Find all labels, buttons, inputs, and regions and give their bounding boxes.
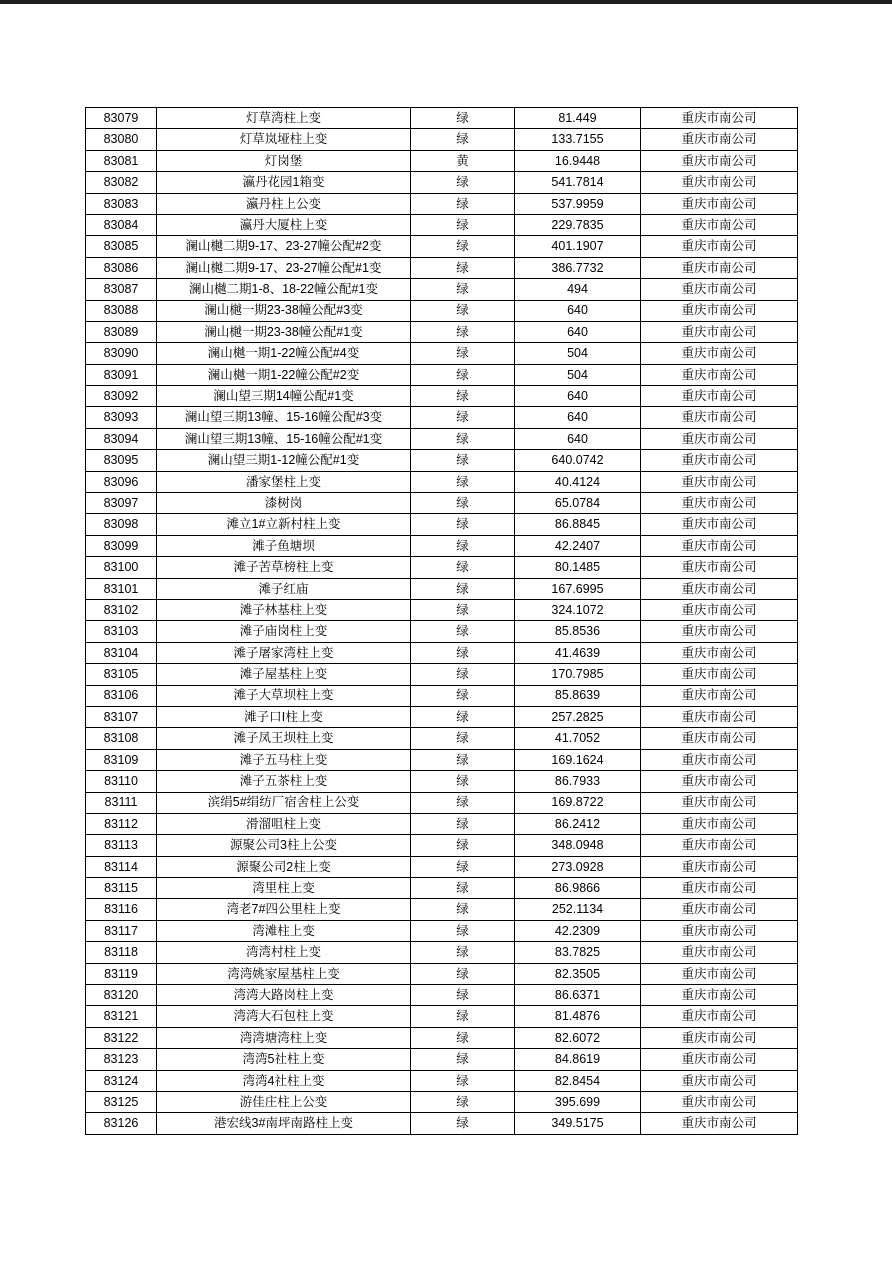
cell-status-color: 绿 — [411, 428, 515, 449]
cell-status-color: 黄 — [411, 150, 515, 171]
cell-company: 重庆市南公司 — [641, 428, 798, 449]
cell-status-color: 绿 — [411, 535, 515, 556]
cell-company: 重庆市南公司 — [641, 279, 798, 300]
cell-company: 重庆市南公司 — [641, 664, 798, 685]
table-row — [86, 471, 798, 492]
cell-id: 83083 — [86, 193, 157, 214]
cell-company: 重庆市南公司 — [641, 471, 798, 492]
cell-value: 494 — [515, 279, 641, 300]
cell-value: 504 — [515, 364, 641, 385]
cell-status-color: 绿 — [411, 1027, 515, 1048]
cell-company: 重庆市南公司 — [641, 300, 798, 321]
cell-company: 重庆市南公司 — [641, 236, 798, 257]
cell-value: 229.7835 — [515, 214, 641, 235]
cell-company: 重庆市南公司 — [641, 493, 798, 514]
table-row — [86, 985, 798, 1006]
cell-id: 83119 — [86, 963, 157, 984]
table-row — [86, 621, 798, 642]
cell-company: 重庆市南公司 — [641, 878, 798, 899]
table-row — [86, 300, 798, 321]
cell-name: 湾里柱上变 — [157, 878, 411, 899]
cell-value: 167.6995 — [515, 578, 641, 599]
cell-status-color: 绿 — [411, 1113, 515, 1134]
cell-name: 澜山樾一期1-22幢公配#2变 — [157, 364, 411, 385]
cell-id: 83081 — [86, 150, 157, 171]
cell-id: 83111 — [86, 792, 157, 813]
cell-value: 83.7825 — [515, 942, 641, 963]
cell-id: 83101 — [86, 578, 157, 599]
cell-value: 81.449 — [515, 108, 641, 129]
cell-name: 滩子大草坝柱上变 — [157, 685, 411, 706]
cell-id: 83105 — [86, 664, 157, 685]
cell-company: 重庆市南公司 — [641, 771, 798, 792]
cell-id: 83079 — [86, 108, 157, 129]
cell-name: 湾老7#四公里柱上变 — [157, 899, 411, 920]
table-row — [86, 150, 798, 171]
table-row — [86, 1027, 798, 1048]
table-row — [86, 920, 798, 941]
cell-status-color: 绿 — [411, 214, 515, 235]
cell-name: 滩子庙岗柱上变 — [157, 621, 411, 642]
table-row — [86, 386, 798, 407]
table-row — [86, 214, 798, 235]
cell-value: 386.7732 — [515, 257, 641, 278]
cell-company: 重庆市南公司 — [641, 749, 798, 770]
cell-id: 83094 — [86, 428, 157, 449]
table-row — [86, 1091, 798, 1112]
cell-status-color: 绿 — [411, 407, 515, 428]
cell-id: 83120 — [86, 985, 157, 1006]
table-row — [86, 407, 798, 428]
cell-status-color: 绿 — [411, 599, 515, 620]
cell-status-color: 绿 — [411, 578, 515, 599]
cell-id: 83106 — [86, 685, 157, 706]
cell-id: 83100 — [86, 557, 157, 578]
cell-id: 83086 — [86, 257, 157, 278]
cell-status-color: 绿 — [411, 300, 515, 321]
cell-value: 82.6072 — [515, 1027, 641, 1048]
cell-name: 澜山樾一期23-38幢公配#1变 — [157, 321, 411, 342]
cell-company: 重庆市南公司 — [641, 813, 798, 834]
cell-id: 83114 — [86, 856, 157, 877]
cell-value: 640.0742 — [515, 450, 641, 471]
table-row — [86, 557, 798, 578]
cell-id: 83109 — [86, 749, 157, 770]
cell-status-color: 绿 — [411, 1091, 515, 1112]
table-row — [86, 1113, 798, 1134]
cell-id: 83123 — [86, 1049, 157, 1070]
cell-id: 83091 — [86, 364, 157, 385]
table-row — [86, 942, 798, 963]
cell-value: 86.6371 — [515, 985, 641, 1006]
cell-company: 重庆市南公司 — [641, 1070, 798, 1091]
table-row — [86, 514, 798, 535]
table-row — [86, 321, 798, 342]
cell-id: 83126 — [86, 1113, 157, 1134]
cell-id: 83117 — [86, 920, 157, 941]
table-row — [86, 963, 798, 984]
cell-company: 重庆市南公司 — [641, 685, 798, 706]
table-row — [86, 706, 798, 727]
cell-status-color: 绿 — [411, 364, 515, 385]
cell-value: 401.1907 — [515, 236, 641, 257]
cell-company: 重庆市南公司 — [641, 1027, 798, 1048]
cell-value: 640 — [515, 428, 641, 449]
cell-status-color: 绿 — [411, 1006, 515, 1027]
cell-name: 湾湾村柱上变 — [157, 942, 411, 963]
cell-name: 湾湾4社柱上变 — [157, 1070, 411, 1091]
cell-company: 重庆市南公司 — [641, 557, 798, 578]
cell-name: 滩子红庙 — [157, 578, 411, 599]
table-body — [86, 108, 798, 1135]
cell-status-color: 绿 — [411, 1070, 515, 1091]
cell-value: 541.7814 — [515, 172, 641, 193]
cell-status-color: 绿 — [411, 172, 515, 193]
cell-value: 257.2825 — [515, 706, 641, 727]
table-row — [86, 642, 798, 663]
cell-id: 83124 — [86, 1070, 157, 1091]
cell-company: 重庆市南公司 — [641, 642, 798, 663]
cell-company: 重庆市南公司 — [641, 792, 798, 813]
cell-status-color: 绿 — [411, 108, 515, 129]
table-row — [86, 835, 798, 856]
cell-company: 重庆市南公司 — [641, 257, 798, 278]
cell-status-color: 绿 — [411, 493, 515, 514]
cell-value: 348.0948 — [515, 835, 641, 856]
table-row — [86, 428, 798, 449]
cell-name: 滩子苦草榜柱上变 — [157, 557, 411, 578]
cell-value: 86.9866 — [515, 878, 641, 899]
cell-company: 重庆市南公司 — [641, 535, 798, 556]
cell-status-color: 绿 — [411, 193, 515, 214]
cell-name: 灯草湾柱上变 — [157, 108, 411, 129]
table-row — [86, 771, 798, 792]
cell-name: 澜山樾二期9-17、23-27幢公配#2变 — [157, 236, 411, 257]
cell-value: 504 — [515, 343, 641, 364]
cell-value: 169.1624 — [515, 749, 641, 770]
cell-value: 324.1072 — [515, 599, 641, 620]
cell-value: 81.4876 — [515, 1006, 641, 1027]
cell-id: 83125 — [86, 1091, 157, 1112]
table-row — [86, 236, 798, 257]
cell-status-color: 绿 — [411, 685, 515, 706]
table-row — [86, 279, 798, 300]
cell-company: 重庆市南公司 — [641, 193, 798, 214]
cell-name: 滩子屋基柱上变 — [157, 664, 411, 685]
cell-id: 83108 — [86, 728, 157, 749]
cell-status-color: 绿 — [411, 706, 515, 727]
cell-value: 86.8845 — [515, 514, 641, 535]
cell-status-color: 绿 — [411, 664, 515, 685]
cell-value: 42.2309 — [515, 920, 641, 941]
cell-status-color: 绿 — [411, 129, 515, 150]
table-row — [86, 685, 798, 706]
cell-name: 澜山望三期13幢、15-16幢公配#3变 — [157, 407, 411, 428]
cell-name: 湾湾大路岗柱上变 — [157, 985, 411, 1006]
cell-status-color: 绿 — [411, 899, 515, 920]
cell-status-color: 绿 — [411, 236, 515, 257]
cell-value: 41.7052 — [515, 728, 641, 749]
cell-value: 85.8639 — [515, 685, 641, 706]
cell-status-color: 绿 — [411, 878, 515, 899]
cell-id: 83090 — [86, 343, 157, 364]
cell-status-color: 绿 — [411, 450, 515, 471]
table-row — [86, 364, 798, 385]
cell-status-color: 绿 — [411, 1049, 515, 1070]
cell-value: 640 — [515, 407, 641, 428]
cell-company: 重庆市南公司 — [641, 728, 798, 749]
cell-name: 滩子屠家湾柱上变 — [157, 642, 411, 663]
cell-name: 湾湾塘湾柱上变 — [157, 1027, 411, 1048]
cell-name: 澜山望三期14幢公配#1变 — [157, 386, 411, 407]
cell-value: 349.5175 — [515, 1113, 641, 1134]
cell-status-color: 绿 — [411, 920, 515, 941]
cell-id: 83082 — [86, 172, 157, 193]
cell-id: 83097 — [86, 493, 157, 514]
cell-company: 重庆市南公司 — [641, 963, 798, 984]
cell-name: 湾湾姚家屋基柱上变 — [157, 963, 411, 984]
cell-name: 湾湾大石包柱上变 — [157, 1006, 411, 1027]
cell-status-color: 绿 — [411, 942, 515, 963]
cell-status-color: 绿 — [411, 771, 515, 792]
cell-company: 重庆市南公司 — [641, 599, 798, 620]
cell-company: 重庆市南公司 — [641, 150, 798, 171]
cell-company: 重庆市南公司 — [641, 1049, 798, 1070]
cell-company: 重庆市南公司 — [641, 450, 798, 471]
cell-id: 83115 — [86, 878, 157, 899]
cell-value: 273.0928 — [515, 856, 641, 877]
cell-id: 83098 — [86, 514, 157, 535]
cell-id: 83099 — [86, 535, 157, 556]
cell-id: 83102 — [86, 599, 157, 620]
cell-name: 源聚公司3柱上公变 — [157, 835, 411, 856]
cell-name: 灯岗堡 — [157, 150, 411, 171]
cell-value: 86.7933 — [515, 771, 641, 792]
table-row — [86, 493, 798, 514]
cell-id: 83112 — [86, 813, 157, 834]
cell-value: 41.4639 — [515, 642, 641, 663]
cell-value: 42.2407 — [515, 535, 641, 556]
cell-company: 重庆市南公司 — [641, 407, 798, 428]
cell-company: 重庆市南公司 — [641, 108, 798, 129]
table-row — [86, 899, 798, 920]
table-row — [86, 599, 798, 620]
cell-value: 169.8722 — [515, 792, 641, 813]
cell-company: 重庆市南公司 — [641, 578, 798, 599]
cell-company: 重庆市南公司 — [641, 514, 798, 535]
cell-company: 重庆市南公司 — [641, 364, 798, 385]
table-row — [86, 129, 798, 150]
cell-value: 86.2412 — [515, 813, 641, 834]
cell-status-color: 绿 — [411, 835, 515, 856]
cell-status-color: 绿 — [411, 557, 515, 578]
cell-value: 65.0784 — [515, 493, 641, 514]
cell-company: 重庆市南公司 — [641, 1091, 798, 1112]
cell-value: 82.8454 — [515, 1070, 641, 1091]
cell-value: 170.7985 — [515, 664, 641, 685]
table-row — [86, 1049, 798, 1070]
cell-status-color: 绿 — [411, 985, 515, 1006]
cell-company: 重庆市南公司 — [641, 214, 798, 235]
cell-company: 重庆市南公司 — [641, 321, 798, 342]
table-row — [86, 728, 798, 749]
cell-id: 83089 — [86, 321, 157, 342]
cell-value: 82.3505 — [515, 963, 641, 984]
table-row — [86, 792, 798, 813]
cell-id: 83116 — [86, 899, 157, 920]
table-row — [86, 813, 798, 834]
cell-id: 83087 — [86, 279, 157, 300]
table-row — [86, 1006, 798, 1027]
cell-company: 重庆市南公司 — [641, 920, 798, 941]
cell-name: 滩子五茶柱上变 — [157, 771, 411, 792]
cell-value: 252.1134 — [515, 899, 641, 920]
cell-company: 重庆市南公司 — [641, 942, 798, 963]
cell-name: 滩子鱼塘坝 — [157, 535, 411, 556]
table-row — [86, 664, 798, 685]
cell-status-color: 绿 — [411, 321, 515, 342]
table-row — [86, 343, 798, 364]
cell-status-color: 绿 — [411, 813, 515, 834]
table-row — [86, 535, 798, 556]
cell-value: 16.9448 — [515, 150, 641, 171]
cell-company: 重庆市南公司 — [641, 343, 798, 364]
cell-id: 83085 — [86, 236, 157, 257]
cell-status-color: 绿 — [411, 386, 515, 407]
cell-status-color: 绿 — [411, 279, 515, 300]
cell-id: 83110 — [86, 771, 157, 792]
cell-company: 重庆市南公司 — [641, 172, 798, 193]
cell-company: 重庆市南公司 — [641, 1006, 798, 1027]
cell-name: 源聚公司2柱上变 — [157, 856, 411, 877]
table-row — [86, 108, 798, 129]
cell-company: 重庆市南公司 — [641, 835, 798, 856]
cell-id: 83088 — [86, 300, 157, 321]
cell-value: 133.7155 — [515, 129, 641, 150]
table-row — [86, 878, 798, 899]
cell-status-color: 绿 — [411, 621, 515, 642]
cell-company: 重庆市南公司 — [641, 129, 798, 150]
cell-company: 重庆市南公司 — [641, 621, 798, 642]
table-row — [86, 1070, 798, 1091]
table-row — [86, 749, 798, 770]
cell-company: 重庆市南公司 — [641, 856, 798, 877]
cell-name: 潘家堡柱上变 — [157, 471, 411, 492]
cell-id: 83118 — [86, 942, 157, 963]
cell-name: 游佳庄柱上公变 — [157, 1091, 411, 1112]
table-row — [86, 257, 798, 278]
cell-status-color: 绿 — [411, 749, 515, 770]
transformer-data-table — [85, 107, 798, 1135]
cell-company: 重庆市南公司 — [641, 899, 798, 920]
cell-id: 83103 — [86, 621, 157, 642]
cell-company: 重庆市南公司 — [641, 1113, 798, 1134]
cell-name: 滩子林基柱上变 — [157, 599, 411, 620]
cell-id: 83104 — [86, 642, 157, 663]
cell-id: 83113 — [86, 835, 157, 856]
cell-id: 83093 — [86, 407, 157, 428]
cell-value: 640 — [515, 300, 641, 321]
cell-status-color: 绿 — [411, 257, 515, 278]
cell-name: 湾滩柱上变 — [157, 920, 411, 941]
cell-value: 395.699 — [515, 1091, 641, 1112]
cell-name: 澜山樾二期1-8、18-22幢公配#1变 — [157, 279, 411, 300]
table-row — [86, 172, 798, 193]
cell-value: 80.1485 — [515, 557, 641, 578]
table-row — [86, 193, 798, 214]
cell-name: 澜山樾一期23-38幢公配#3变 — [157, 300, 411, 321]
cell-name: 灯草岚垭柱上变 — [157, 129, 411, 150]
cell-name: 漆树岗 — [157, 493, 411, 514]
cell-name: 港宏线3#南坪南路柱上变 — [157, 1113, 411, 1134]
cell-name: 滩子五马柱上变 — [157, 749, 411, 770]
cell-value: 85.8536 — [515, 621, 641, 642]
cell-name: 滩立1#立新村柱上变 — [157, 514, 411, 535]
cell-value: 84.8619 — [515, 1049, 641, 1070]
cell-name: 澜山望三期1-12幢公配#1变 — [157, 450, 411, 471]
cell-status-color: 绿 — [411, 728, 515, 749]
cell-status-color: 绿 — [411, 856, 515, 877]
cell-name: 湾湾5社柱上变 — [157, 1049, 411, 1070]
cell-status-color: 绿 — [411, 471, 515, 492]
cell-company: 重庆市南公司 — [641, 985, 798, 1006]
cell-status-color: 绿 — [411, 642, 515, 663]
cell-id: 83084 — [86, 214, 157, 235]
cell-id: 83107 — [86, 706, 157, 727]
cell-name: 瀛丹大厦柱上变 — [157, 214, 411, 235]
cell-name: 澜山望三期13幢、15-16幢公配#1变 — [157, 428, 411, 449]
cell-status-color: 绿 — [411, 514, 515, 535]
cell-company: 重庆市南公司 — [641, 386, 798, 407]
cell-id: 83121 — [86, 1006, 157, 1027]
table-row — [86, 578, 798, 599]
page-top-divider — [0, 0, 892, 4]
cell-name: 滑溜咀柱上变 — [157, 813, 411, 834]
cell-id: 83122 — [86, 1027, 157, 1048]
cell-value: 537.9959 — [515, 193, 641, 214]
cell-id: 83095 — [86, 450, 157, 471]
cell-status-color: 绿 — [411, 963, 515, 984]
cell-id: 83080 — [86, 129, 157, 150]
cell-value: 40.4124 — [515, 471, 641, 492]
table-row — [86, 856, 798, 877]
cell-status-color: 绿 — [411, 343, 515, 364]
cell-id: 83096 — [86, 471, 157, 492]
cell-status-color: 绿 — [411, 792, 515, 813]
cell-company: 重庆市南公司 — [641, 706, 798, 727]
cell-name: 滩子凤王坝柱上变 — [157, 728, 411, 749]
cell-value: 640 — [515, 321, 641, 342]
cell-name: 澜山樾二期9-17、23-27幢公配#1变 — [157, 257, 411, 278]
cell-name: 滨绢5#绢纺厂宿舍柱上公变 — [157, 792, 411, 813]
cell-value: 640 — [515, 386, 641, 407]
cell-id: 83092 — [86, 386, 157, 407]
cell-name: 瀛丹花园1箱变 — [157, 172, 411, 193]
cell-name: 滩子口Ⅰ柱上变 — [157, 706, 411, 727]
table-row — [86, 450, 798, 471]
cell-name: 澜山樾一期1-22幢公配#4变 — [157, 343, 411, 364]
cell-name: 瀛丹柱上公变 — [157, 193, 411, 214]
